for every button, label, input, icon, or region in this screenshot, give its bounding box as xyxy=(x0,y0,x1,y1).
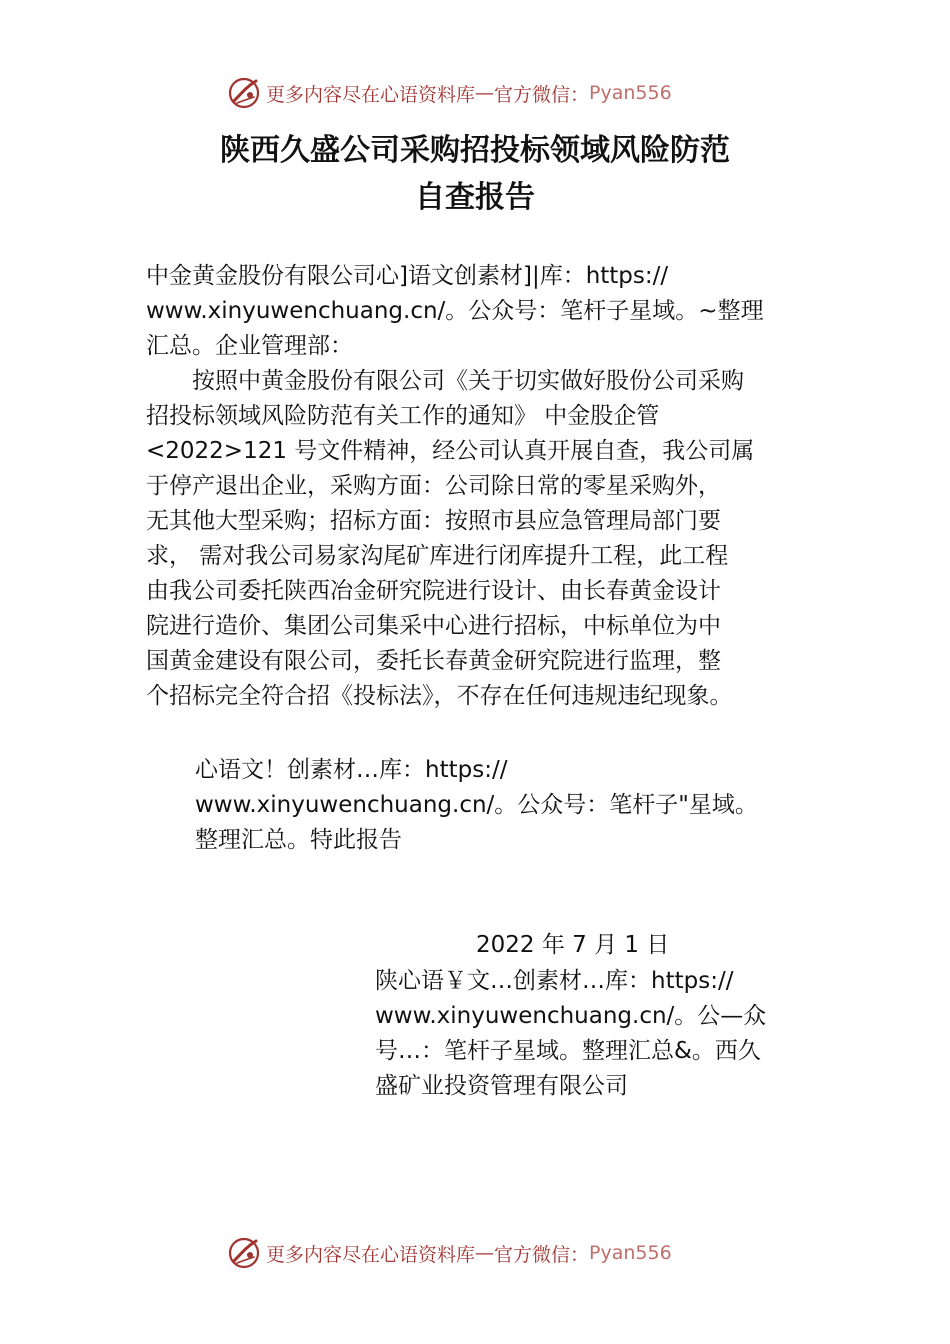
signature-block xyxy=(375,964,835,1104)
document-title-line-2: 自查报告 xyxy=(415,180,535,215)
body-paragraph xyxy=(146,364,826,714)
text-line: www.xinyuwenchuang.cn/。公众号：笔杆子星域。~整理 xyxy=(146,298,764,324)
report-date: 2022 年 7 月 1 日 xyxy=(476,932,670,958)
text-line: 按照中黄金股份有限公司《关于切实做好股份公司采购 xyxy=(146,368,744,394)
document-title-line-1: 陕西久盛公司采购招投标领域风险防范 xyxy=(220,133,730,168)
brush-logo-icon xyxy=(226,1235,262,1271)
watermark-footer xyxy=(226,1233,746,1273)
text-line: www.xinyuwenchuang.cn/。公—众 xyxy=(375,1003,767,1029)
watermark-header xyxy=(226,73,746,113)
watermark-label: 官方微信： xyxy=(494,83,590,106)
text-line: 号…：笔杆子星域。整理汇总&。西久 xyxy=(375,1038,761,1064)
text-line: 由我公司委托陕西冶金研究院进行设计、由长春黄金设计 xyxy=(146,578,721,604)
watermark-main-text: 更多内容尽在心语资料库 xyxy=(266,1243,476,1266)
closing-paragraph xyxy=(195,753,835,858)
text-line: 求， 需对我公司易家沟尾矿库进行闭库提升工程，此工程 xyxy=(146,543,729,569)
watermark-separator: — xyxy=(475,82,495,104)
text-line: 招投标领域风险防范有关工作的通知》 中金股企管 xyxy=(146,403,660,429)
watermark-wechat-id: Pyan556 xyxy=(589,82,672,104)
text-line: 个招标完全符合招《投标法》，不存在任何违规违纪现象。 xyxy=(146,683,733,709)
text-line: <2022>121 号文件精神，经公司认真开展自查，我公司属 xyxy=(146,438,755,464)
text-line: 院进行造价、集团公司集采中心进行招标，中标单位为中 xyxy=(146,613,721,639)
text-line: 陕心语￥文…创素材…库：https:// xyxy=(375,968,734,994)
text-line: 盛矿业投资管理有限公司 xyxy=(375,1073,628,1099)
text-line: 整理汇总。特此报告 xyxy=(195,827,402,853)
watermark-separator: — xyxy=(475,1242,495,1264)
text-line: 中金黄金股份有限公司心]语文创素材]|库：https:// xyxy=(146,263,669,289)
watermark-label: 官方微信： xyxy=(494,1243,590,1266)
text-line: 汇总。企业管理部： xyxy=(146,333,353,359)
text-line: 心语文！创素材…库：https:// xyxy=(195,757,508,783)
text-line: www.xinyuwenchuang.cn/。公众号：笔杆子"星域。 xyxy=(195,792,758,818)
watermark-wechat-id: Pyan556 xyxy=(589,1242,672,1264)
text-line: 于停产退出企业，采购方面：公司除日常的零星采购外， xyxy=(146,473,721,499)
addressee-paragraph xyxy=(146,259,826,364)
text-line: 国黄金建设有限公司，委托长春黄金研究院进行监理，整 xyxy=(146,648,721,674)
text-line: 无其他大型采购；招标方面：按照市县应急管理局部门要 xyxy=(146,508,721,534)
watermark-main-text: 更多内容尽在心语资料库 xyxy=(266,83,476,106)
brush-logo-icon xyxy=(226,75,262,111)
